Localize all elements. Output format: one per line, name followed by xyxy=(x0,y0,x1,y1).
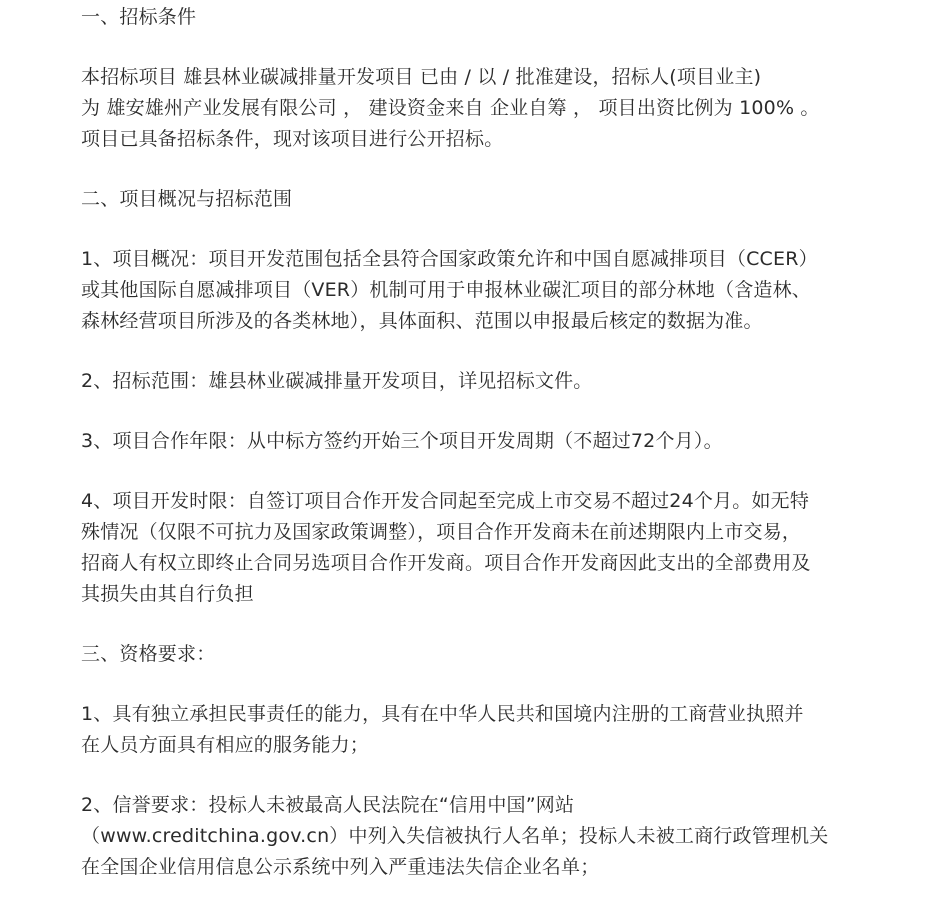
paragraph-project-overview xyxy=(81,244,881,337)
text-line: 招商人有权立即终止合同另选项目合作开发商。项目合作开发商因此支出的全部费用及 xyxy=(81,552,811,574)
text-line: 本招标项目 雄县林业碳减排量开发项目 已由 / 以 / 批准建设，招标人(项目业主) xyxy=(81,66,762,88)
text-line: （www.creditchina.gov.cn）中列入失信被执行人名单；投标人未被工商行政管理机关 xyxy=(81,825,829,847)
section-heading-qualifications: 三、资格要求： xyxy=(81,643,216,665)
section-heading-project-overview: 二、项目概况与招标范围 xyxy=(81,188,293,210)
text-line: 其损失由其自行负担 xyxy=(81,583,254,605)
text-line: 在全国企业信用信息公示系统中列入严重违法失信企业名单； xyxy=(81,856,600,878)
text-line: 为 雄安雄州产业发展有限公司 ， 建设资金来自 企业自筹 ， 项目出资比例为 100% 。 xyxy=(81,97,820,119)
text-line: 3、项目合作年限：从中标方签约开始三个项目开发周期（不超过72个月）。 xyxy=(81,430,723,452)
section-heading-tender-conditions: 一、招标条件 xyxy=(81,6,197,28)
text-line: 森林经营项目所涉及的各类林地），具体面积、范围以申报最后核定的数据为准。 xyxy=(81,310,763,332)
document-body xyxy=(81,2,881,883)
text-line: 项目已具备招标条件，现对该项目进行公开招标。 xyxy=(81,128,504,150)
paragraph-development-deadline xyxy=(81,486,881,610)
paragraph-tender-conditions xyxy=(81,62,881,155)
text-line: 在人员方面具有相应的服务能力； xyxy=(81,734,370,756)
text-line: 4、项目开发时限：自签订项目合作开发合同起至完成上市交易不超过24个月。如无特 xyxy=(81,490,810,512)
paragraph-cooperation-period xyxy=(81,426,881,457)
text-line: 1、项目概况：项目开发范围包括全县符合国家政策允许和中国自愿减排项目（CCER） xyxy=(81,248,818,270)
text-line: 殊情况（仅限不可抗力及国家政策调整），项目合作开发商未在前述期限内上市交易， xyxy=(81,521,802,543)
text-line: 或其他国际自愿减排项目（VER）机制可用于申报林业碳汇项目的部分林地（含造林、 xyxy=(81,279,812,301)
paragraph-qualification-capability xyxy=(81,699,881,761)
text-line: 2、招标范围：雄县林业碳减排量开发项目，详见招标文件。 xyxy=(81,370,593,392)
paragraph-credit-requirement xyxy=(81,790,881,883)
paragraph-tender-scope xyxy=(81,366,881,397)
text-line: 2、信誉要求：投标人未被最高人民法院在“信用中国”网站 xyxy=(81,794,575,816)
text-line: 1、具有独立承担民事责任的能力，具有在中华人民共和国境内注册的工商营业执照并 xyxy=(81,703,804,725)
